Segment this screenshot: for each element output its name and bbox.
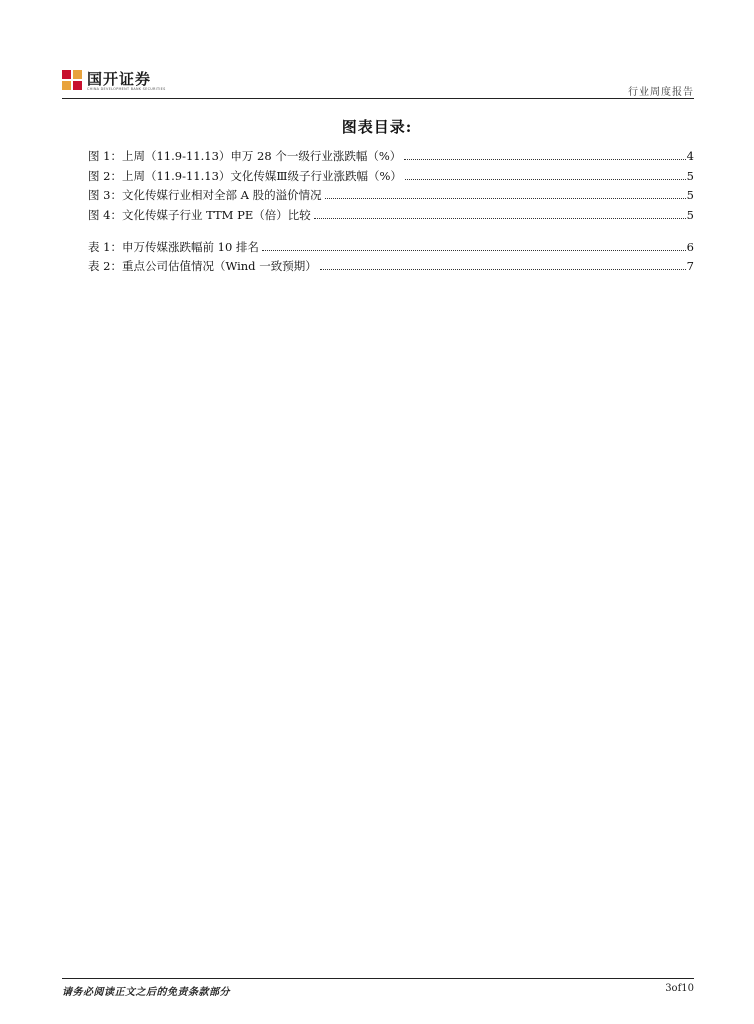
toc-entry-page: 5 <box>686 188 694 203</box>
header-divider <box>62 98 694 99</box>
table-of-figures <box>88 147 694 277</box>
toc-entry-table-2[interactable] <box>88 257 694 277</box>
logo-mark-icon <box>62 70 82 90</box>
toc-entry-label: 图 3：文化传媒行业相对全部 A 股的溢价情况 <box>88 188 322 203</box>
toc-entry-label: 表 2：重点公司估值情况（Wind 一致预期） <box>88 259 317 274</box>
dot-leader <box>325 197 686 199</box>
toc-entry-label: 图 2：上周（11.9-11.13）文化传媒Ⅲ级子行业涨跌幅（%） <box>88 168 402 183</box>
toc-entry-table-1[interactable] <box>88 238 694 258</box>
toc-entry-figure-1[interactable] <box>88 147 694 167</box>
dot-leader <box>405 178 686 180</box>
footer-divider <box>62 978 694 979</box>
footer-disclaimer: 请务必阅读正文之后的免责条款部分 <box>62 987 230 998</box>
logo-text: 国开证券 <box>87 70 152 88</box>
toc-entry-figure-4[interactable] <box>88 206 694 226</box>
toc-entry-page: 6 <box>686 239 694 254</box>
toc-title: 图表目录: <box>341 118 413 136</box>
dot-leader <box>314 217 686 219</box>
toc-entry-figure-3[interactable] <box>88 186 694 206</box>
toc-entry-label: 表 1：申万传媒涨跌幅前 10 排名 <box>88 239 259 254</box>
dot-leader <box>262 249 686 251</box>
toc-entry-page: 5 <box>686 168 694 183</box>
toc-entry-page: 5 <box>686 208 694 223</box>
toc-entry-page: 4 <box>686 149 694 163</box>
logo-subtext: CHINA DEVELOPMENT BANK SECURITIES <box>87 87 166 91</box>
company-logo <box>62 66 182 96</box>
dot-leader <box>404 158 685 160</box>
toc-entry-label: 图 4：文化传媒子行业 TTM PE（倍）比较 <box>88 208 311 223</box>
report-type: 行业周度报告 <box>628 87 694 98</box>
dot-leader <box>320 268 686 270</box>
page-header <box>62 66 694 98</box>
toc-entry-figure-2[interactable] <box>88 167 694 187</box>
toc-entry-page: 7 <box>686 259 694 274</box>
toc-entry-label: 图 1：上周（11.9-11.13）申万 28 个一级行业涨跌幅（%） <box>88 149 402 163</box>
page-number: 3of10 <box>665 983 694 994</box>
toc-section-gap <box>88 226 694 238</box>
